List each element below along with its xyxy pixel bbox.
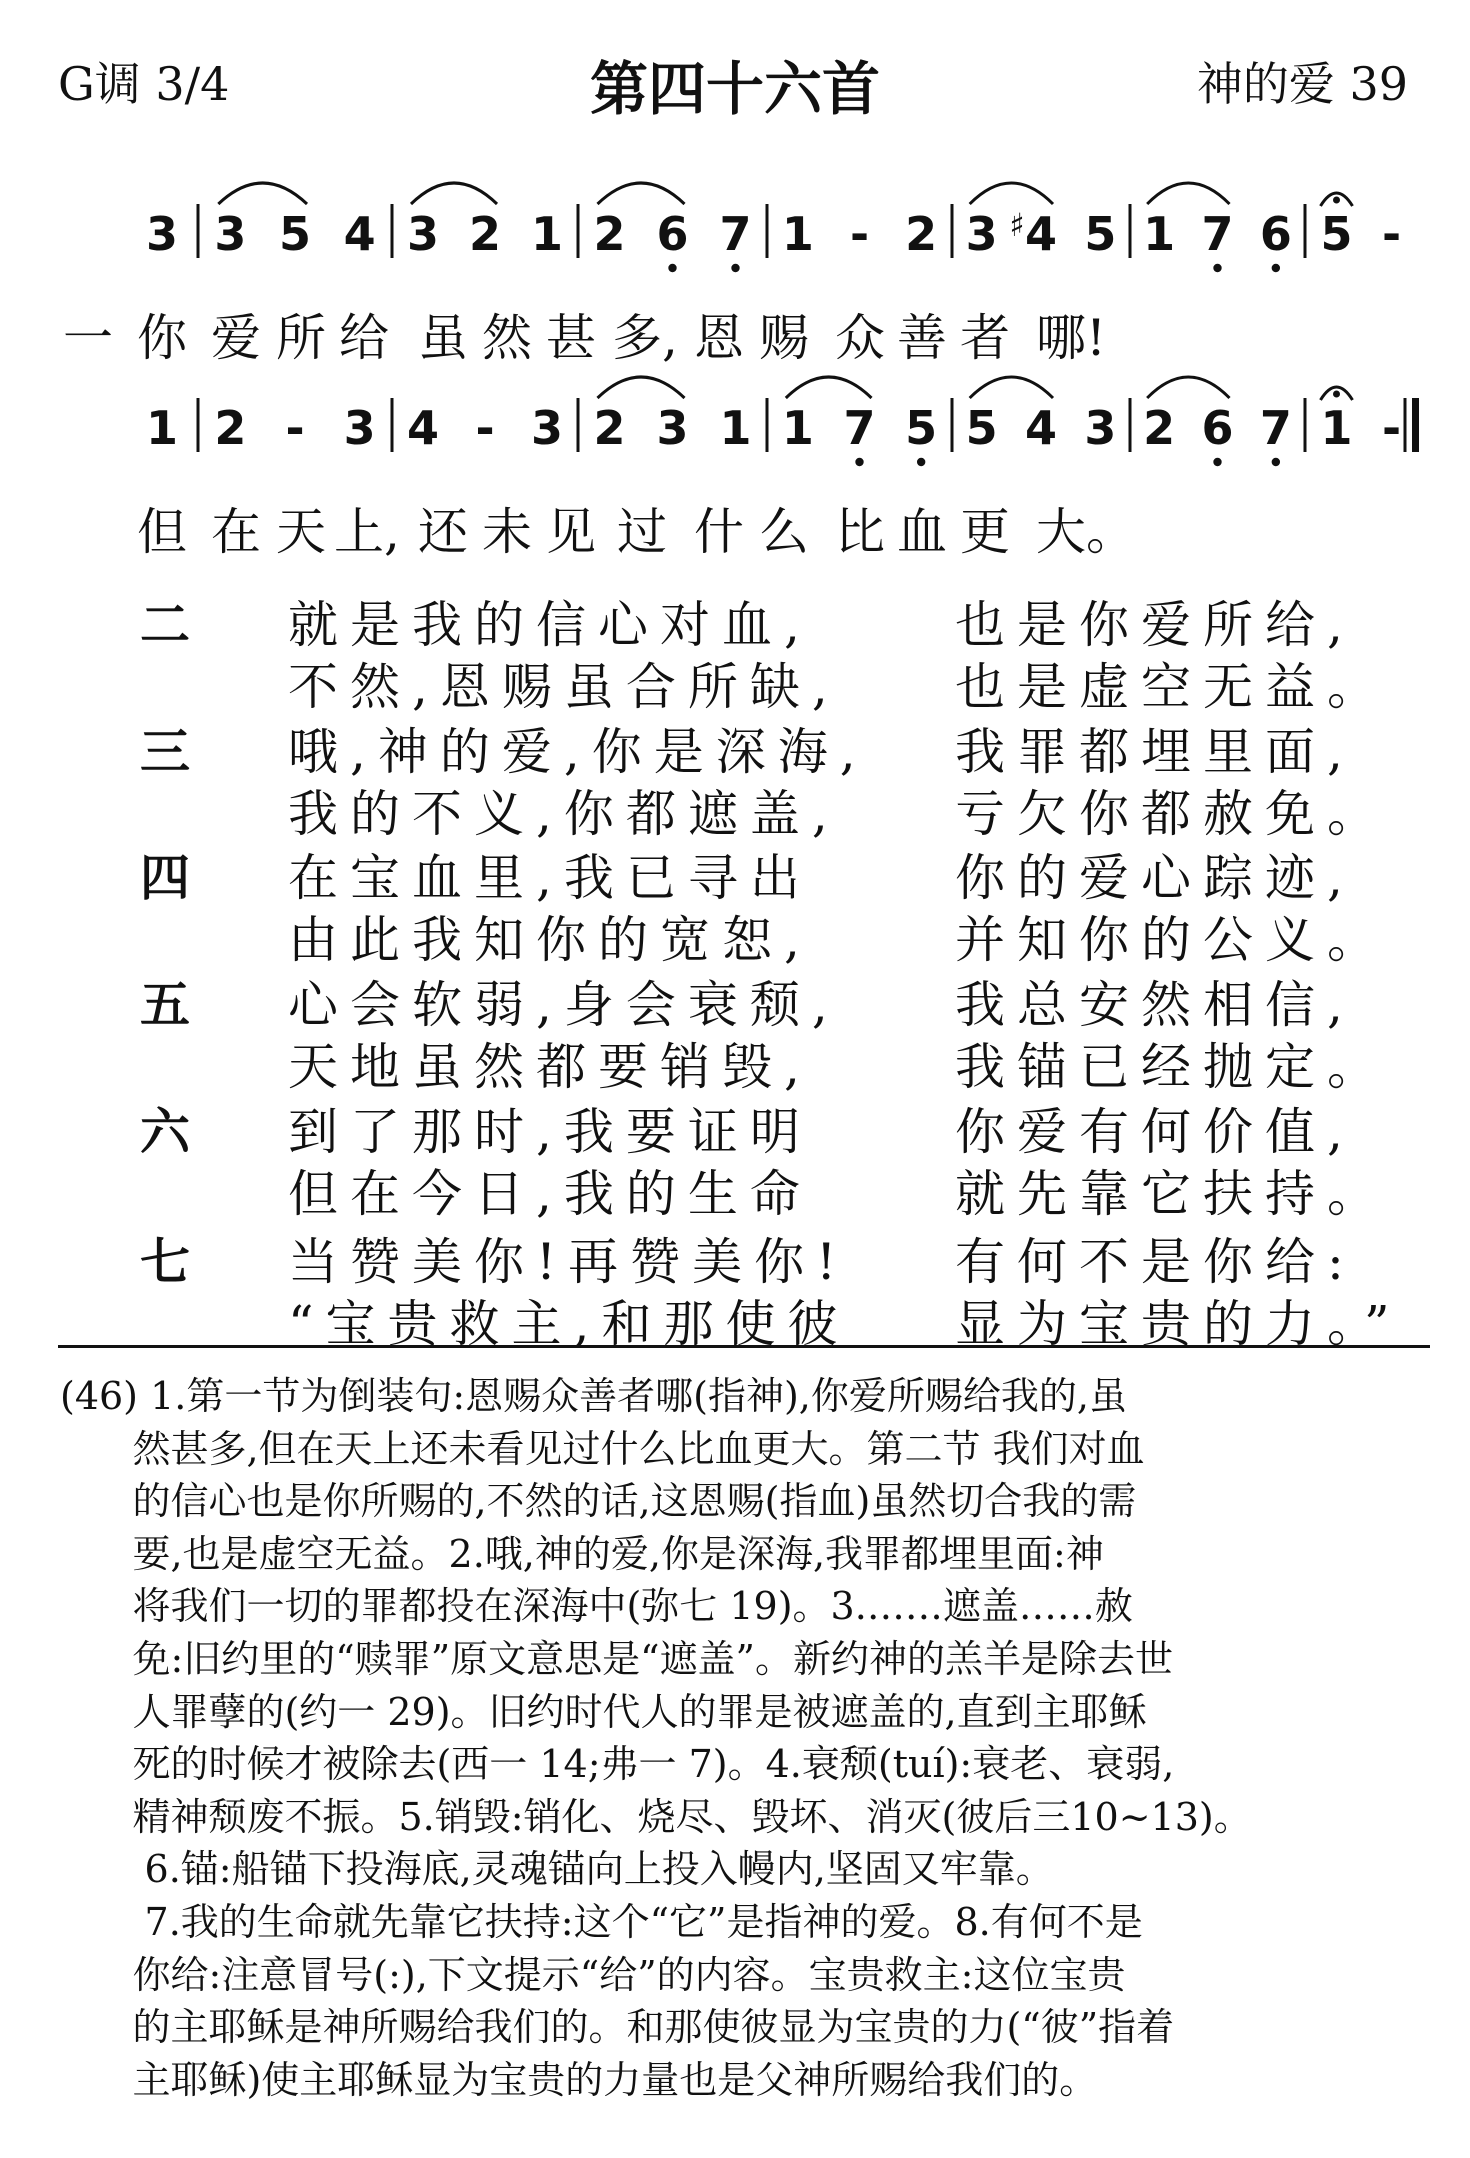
octave-dot — [917, 458, 925, 466]
slur — [1147, 183, 1229, 204]
slur — [1147, 377, 1229, 398]
note: 5 — [1084, 207, 1117, 261]
note: 7 — [843, 401, 876, 455]
lyric-syllable: 比 — [835, 503, 885, 561]
note: 2 — [593, 401, 626, 455]
stanza — [0, 838, 1470, 968]
note: 4 — [1024, 401, 1058, 455]
stanza-line: 由此我知你的宽恕, — [288, 911, 812, 969]
lyric-syllable: 么 — [759, 503, 809, 561]
octave-dot — [1213, 458, 1221, 466]
lyric-syllable: 更 — [960, 503, 1010, 561]
lyric-syllable: 虽 — [418, 309, 468, 367]
note: 2 — [214, 401, 247, 455]
dash: - — [849, 207, 870, 261]
note: 4 — [1024, 207, 1058, 261]
lyric-syllable: 爱 — [211, 309, 261, 367]
footnote-line: 主耶稣)使主耶稣显为宝贵的力量也是父神所赐给我们的。 — [60, 2057, 1098, 2102]
note: 3 — [214, 207, 247, 261]
page-title: 第四十六首 — [589, 55, 880, 123]
lyric-syllable: 一 — [63, 309, 113, 367]
note: 5 — [278, 207, 312, 261]
note: 5 — [965, 401, 998, 455]
stanza-line: 并知你的公义。 — [955, 911, 1389, 969]
note: 2 — [1143, 401, 1176, 455]
slur — [218, 183, 307, 204]
footnote-line: 然甚多,但在天上还未看见过什么比血更大。第二节 我们对血 — [60, 1426, 1145, 1471]
stanza — [0, 1092, 1470, 1222]
note: 4 — [343, 207, 376, 261]
stanza-line: 哦,神的爱,你是深海, — [288, 723, 868, 781]
lyric-syllable: 还 — [418, 503, 468, 561]
stanza-line: 到了那时,我要证明 — [288, 1103, 812, 1161]
stanza-line: 在宝血里,我已寻出 — [288, 849, 812, 907]
lyric-syllable: 血 — [897, 503, 947, 561]
note: 1 — [781, 401, 814, 455]
octave-dot — [1272, 264, 1280, 272]
lyric-syllable: 众 — [835, 309, 885, 367]
lyric-syllable: 你 — [137, 309, 187, 367]
note: 3 — [656, 401, 689, 455]
lyric-syllable: 在 — [211, 503, 261, 561]
stanza-number: 三 — [140, 722, 190, 781]
stanza-line: 你爱有何价值, — [955, 1103, 1355, 1161]
dash: - — [1381, 207, 1402, 261]
note: 5 — [905, 401, 938, 455]
hymn-source: 神的爱 39 — [1196, 57, 1408, 111]
stanza — [0, 712, 1470, 842]
lyric-syllable: 天 — [276, 503, 326, 561]
note: 3 — [406, 207, 440, 261]
lyric-syllable: 然 — [482, 309, 532, 367]
footnote-line: 你给:注意冒号(:),下文提示“给”的内容。宝贵救主:这位宝贵 — [60, 1952, 1126, 1997]
lyric-syllable: 大。 — [1036, 503, 1136, 561]
final-bar-thick — [1412, 398, 1419, 452]
lyric-syllable: 上, — [334, 503, 400, 561]
stanza-line: 也是你爱所给, — [955, 596, 1355, 654]
stanza-line: 当赞美你!再赞美你! — [288, 1233, 849, 1291]
lyric-syllable: 甚 — [546, 309, 596, 367]
octave-dot — [731, 264, 739, 272]
stanza-number: 四 — [140, 848, 190, 907]
fermata-dot — [1333, 391, 1340, 398]
stanza-line: 但在今日,我的生命 — [288, 1165, 812, 1223]
lyric-syllable: 者 — [960, 309, 1010, 367]
lyrics-line-2 — [0, 492, 1470, 562]
stanza — [0, 1222, 1470, 1352]
lyric-syllable: 给 — [339, 309, 389, 367]
stanza-line: 有何不是你给: — [955, 1233, 1356, 1291]
stanza — [0, 585, 1470, 715]
note: 7 — [719, 207, 752, 261]
footnote-line: 的主耶稣是神所赐给我们的。和那使彼显为宝贵的力(“彼”指着 — [60, 2005, 1175, 2050]
octave-dot — [855, 458, 863, 466]
slur — [598, 183, 685, 204]
footnote-line: 精神颓废不振。5.销毁:销化、烧尽、毁坏、消灭(彼后三10~13)。 — [60, 1794, 1252, 1839]
lyrics-line-1 — [0, 298, 1470, 368]
slur — [970, 183, 1053, 204]
note: 1 — [1143, 207, 1176, 261]
stanza-line: 就是我的信心对血, — [288, 596, 812, 654]
lyric-syllable: 过 — [617, 503, 667, 561]
stanza-number: 六 — [140, 1102, 190, 1161]
stanza-line: 亏欠你都赦免。 — [955, 785, 1389, 843]
note: 1 — [1320, 401, 1353, 455]
note: 5 — [1320, 207, 1353, 261]
stanza-line: 我锚已经抛定。 — [955, 1038, 1389, 1096]
stanza-line: 心会软弱,身会衰颓, — [288, 976, 840, 1034]
note: 1 — [530, 207, 564, 261]
stanza-line: 你的爱心踪迹, — [955, 849, 1355, 907]
stanza-line: 显为宝贵的力。” — [955, 1295, 1402, 1353]
lyric-syllable: 未 — [482, 503, 532, 561]
note: 6 — [1259, 207, 1292, 261]
note: 2 — [905, 207, 938, 261]
key-signature: G调 3/4 — [58, 57, 230, 111]
footnote-line: 7.我的生命就先靠它扶持:这个“它”是指神的爱。8.有何不是 — [60, 1899, 1143, 1944]
note: 7 — [1259, 401, 1292, 455]
stanza — [0, 965, 1470, 1095]
slur — [970, 377, 1053, 398]
note: 6 — [656, 207, 689, 261]
note: 3 — [343, 401, 376, 455]
note: 3 — [530, 401, 564, 455]
dash: - — [285, 401, 305, 455]
stanza-line: “宝贵救主,和那使彼 — [288, 1295, 850, 1353]
note: 4 — [406, 401, 440, 455]
footnote-line: (46) 1.第一节为倒装句:恩赐众善者哪(指神),你爱所赐给我的,虽 — [60, 1374, 1127, 1418]
slur — [411, 183, 497, 204]
footnotes — [60, 1370, 1430, 2106]
lyric-syllable: 哪! — [1036, 309, 1107, 367]
note: 2 — [593, 207, 626, 261]
note: 2 — [468, 207, 502, 261]
divider — [58, 1345, 1430, 1348]
stanza-line: 我的不义,你都遮盖, — [288, 785, 840, 843]
lyric-syllable: 恩 — [694, 309, 744, 367]
fermata-dot — [1333, 197, 1340, 204]
footnote-line: 将我们一切的罪都投在深海中(弥七 19)。3.……遮盖……赦 — [60, 1584, 1133, 1629]
note: 1 — [719, 401, 752, 455]
octave-dot — [1213, 264, 1221, 272]
stanza-line: 我总安然相信, — [955, 976, 1355, 1034]
footnote-line: 6.锚:船锚下投海底,灵魂锚向上投入幔内,坚固又牢靠。 — [60, 1847, 1054, 1892]
sharp-sign: ♯ — [1009, 206, 1025, 244]
footnote-line: 的信心也是你所赐的,不然的话,这恩赐(指血)虽然切合我的需 — [60, 1479, 1137, 1524]
note: 3 — [965, 207, 998, 261]
stanza-number: 七 — [140, 1232, 190, 1291]
pickup-note: 1 — [145, 401, 179, 455]
octave-dot — [1272, 458, 1280, 466]
dash: - — [475, 401, 495, 455]
slur — [786, 377, 872, 398]
footnote-line: 要,也是虚空无益。2.哦,神的爱,你是深海,我罪都埋里面:神 — [60, 1531, 1104, 1576]
lyric-syllable: 见 — [546, 503, 596, 561]
stanza-line: 天地虽然都要销毁, — [288, 1038, 812, 1096]
lyric-syllable: 什 — [694, 503, 744, 561]
octave-dot — [668, 264, 676, 272]
note: 7 — [1201, 207, 1234, 261]
lyric-syllable: 善 — [897, 309, 947, 367]
note: 1 — [781, 207, 814, 261]
dash: - — [1381, 401, 1402, 455]
pickup-note: 3 — [145, 207, 179, 261]
stanza-line: 我罪都埋里面, — [955, 723, 1355, 781]
footnote-line: 免:旧约里的“赎罪”原文意思是“遮盖”。新约神的羔羊是除去世 — [60, 1636, 1173, 1681]
note: 3 — [1084, 401, 1117, 455]
lyric-syllable: 赐 — [759, 309, 809, 367]
stanza-number: 二 — [140, 595, 190, 654]
stanza-line: 也是虚空无益。 — [955, 658, 1389, 716]
lyric-syllable: 所 — [276, 309, 326, 367]
stanza-line: 就先靠它扶持。 — [955, 1165, 1389, 1223]
stanza-line: 不然,恩赐虽合所缺, — [288, 658, 840, 716]
footnote-line: 死的时候才被除去(西一 14;弗一 7)。4.衰颓(tuí):衰老、衰弱, — [60, 1742, 1175, 1787]
slur — [598, 377, 685, 398]
lyric-syllable: 多, — [612, 309, 678, 367]
footnote-line: 人罪孽的(约一 29)。旧约时代人的罪是被遮盖的,直到主耶稣 — [60, 1689, 1147, 1734]
lyric-syllable: 但 — [137, 503, 187, 561]
note: 6 — [1201, 401, 1234, 455]
stanza-number: 五 — [140, 975, 190, 1034]
